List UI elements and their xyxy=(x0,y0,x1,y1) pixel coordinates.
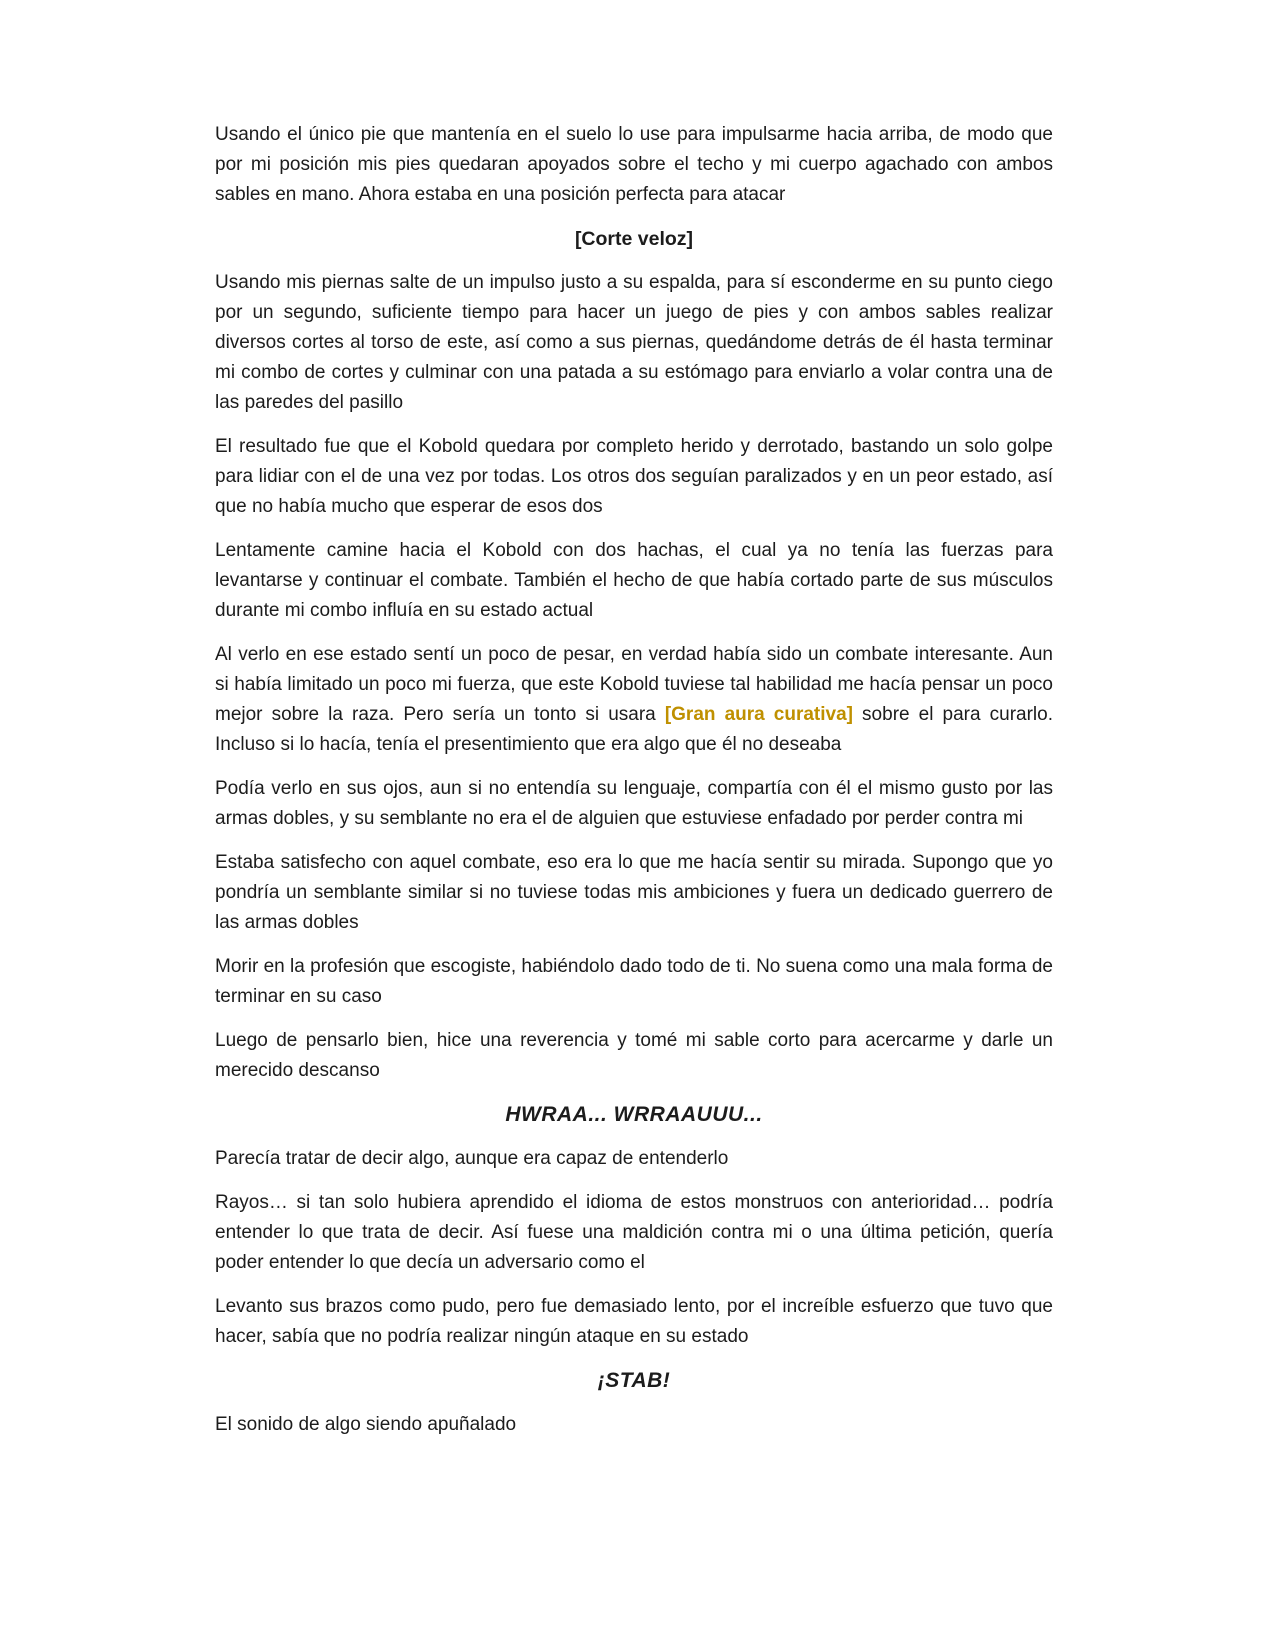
paragraph-4 xyxy=(215,536,1053,626)
text-run: Usando el único pie que mantenía en el suelo lo use para impulsarme hacia arriba, de modo que por mi posición mis pies quedaran apoyados sobre el techo y mi cuerpo agachado con ambos sables en mano. Ahora estaba en una posición perfecta para atacar xyxy=(215,124,1053,205)
text-run: Al verlo en ese estado sentí un poco de pesar, en verdad había sido un combate interesante. Aun si había limitado un poco mi fuerza, que este Kobold tuviese tal habilidad me hacía pensar un poco mejor sobre la raza. Pero sería un tonto si usara xyxy=(215,644,1053,725)
text-run: Lentamente camine hacia el Kobold con dos hachas, el cual ya no tenía las fuerzas para levantarse y continuar el combate. También el hecho de que había cortado parte de sus músculos durante mi combo influía en su estado actual xyxy=(215,540,1053,621)
paragraph-8 xyxy=(215,952,1053,1012)
text-run: El sonido de algo siendo apuñalado xyxy=(215,1414,517,1435)
paragraph-6 xyxy=(215,774,1053,834)
heading-stab xyxy=(215,1366,1053,1396)
text-run: Parecía tratar de decir algo, aunque era capaz de entenderlo xyxy=(215,1148,729,1169)
paragraph-1 xyxy=(215,120,1053,210)
paragraph-10 xyxy=(215,1144,1053,1174)
paragraph-3 xyxy=(215,432,1053,522)
skill-name-highlight: [Gran aura curativa] xyxy=(664,704,853,725)
text-run: Rayos… si tan solo hubiera aprendido el idioma de estos monstruos con anterioridad… podría entender lo que trata de decir. Así fuese una maldición contra mi o una última petición, quería poder entender lo que decía un adversario como el xyxy=(215,1192,1053,1273)
paragraph-5 xyxy=(215,640,1053,760)
paragraph-2 xyxy=(215,268,1053,418)
heading-hwraa xyxy=(215,1100,1053,1130)
text-run: HWRAA... WRRAAUUU... xyxy=(505,1103,763,1126)
paragraph-9 xyxy=(215,1026,1053,1086)
text-run: Levanto sus brazos como pudo, pero fue demasiado lento, por el increíble esfuerzo que tuvo que hacer, sabía que no podría realizar ningún ataque en su estado xyxy=(215,1296,1053,1347)
document-body xyxy=(215,120,1053,1454)
paragraph-7 xyxy=(215,848,1053,938)
text-run: [Corte veloz] xyxy=(574,228,694,250)
paragraph-12 xyxy=(215,1292,1053,1352)
text-run: sobre el para curarlo. Incluso si lo hacía, tenía el presentimiento que era algo que él no deseaba xyxy=(215,704,1053,755)
text-run: ¡STAB! xyxy=(597,1369,671,1392)
text-run: El resultado fue que el Kobold quedara por completo herido y derrotado, bastando un solo golpe para lidiar con el de una vez por todas. Los otros dos seguían paralizados y en un peor estado, así que no había mucho que esperar de esos dos xyxy=(215,436,1053,517)
heading-corte-veloz xyxy=(215,224,1053,254)
paragraph-13 xyxy=(215,1410,1053,1440)
text-run: Estaba satisfecho con aquel combate, eso era lo que me hacía sentir su mirada. Supongo que yo pondría un semblante similar si no tuviese todas mis ambiciones y fuera un dedicado guerrero de las armas dobles xyxy=(215,852,1053,933)
text-run: Podía verlo en sus ojos, aun si no entendía su lenguaje, compartía con él el mismo gusto por las armas dobles, y su semblante no era el de alguien que estuviese enfadado por perder contra mi xyxy=(215,778,1053,829)
text-run: Usando mis piernas salte de un impulso justo a su espalda, para sí esconderme en su punto ciego por un segundo, suficiente tiempo para hacer un juego de pies y con ambos sables realizar diversos cortes al torso de este, así como a sus piernas, quedándome detrás de él hasta terminar mi combo de cortes y culminar con una patada a su estómago para enviarlo a volar contra una de las paredes del pasillo xyxy=(215,272,1053,413)
text-run: Luego de pensarlo bien, hice una reverencia y tomé mi sable corto para acercarme y darle un merecido descanso xyxy=(215,1030,1053,1081)
paragraph-11 xyxy=(215,1188,1053,1278)
text-run: Morir en la profesión que escogiste, habiéndolo dado todo de ti. No suena como una mala forma de terminar en su caso xyxy=(215,956,1053,1007)
